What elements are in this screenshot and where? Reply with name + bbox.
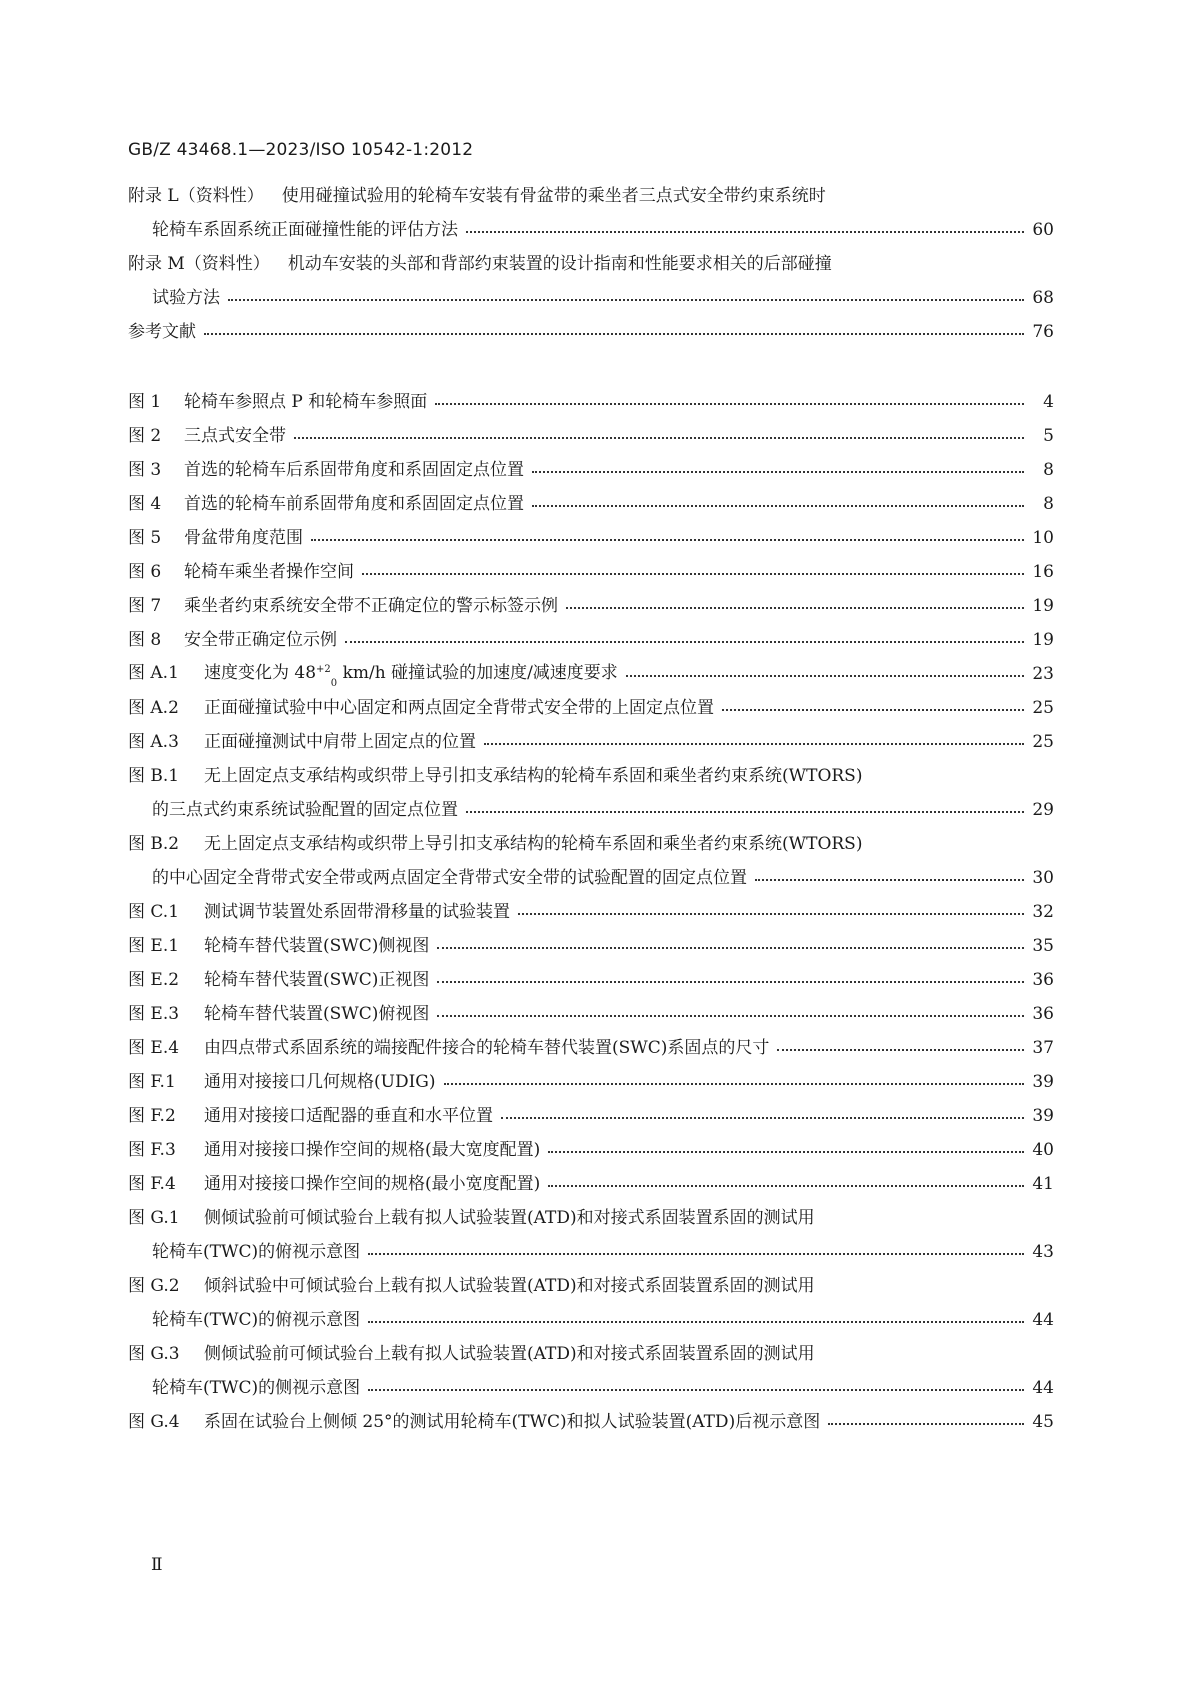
toc-entry-annex-m-cont[interactable] — [128, 278, 1054, 308]
page-number: 25 — [1032, 698, 1054, 718]
leader-dots — [228, 299, 1024, 301]
annex-title-cont: 轮椅车系固系统正面碰撞性能的评估方法 — [152, 220, 458, 240]
figure-title: 通用对接接口适配器的垂直和水平位置 — [204, 1106, 493, 1126]
figure-title-part: km/h 碰撞试验的加速度/减速度要求 — [337, 663, 618, 683]
toc-figure-entry[interactable] — [128, 552, 1054, 582]
leader-dots — [501, 1117, 1024, 1119]
figure-title: 系固在试验台上侧倾 25°的测试用轮椅车(TWC)和拟人试验装置(ATD)后视示意图 — [204, 1412, 821, 1432]
toc-figure-entry-cont[interactable] — [128, 790, 1054, 820]
page-number: 44 — [1032, 1378, 1054, 1398]
page-number: 35 — [1032, 936, 1054, 956]
figure-number: 图 F.2 — [128, 1106, 176, 1126]
leader-dots — [294, 437, 1024, 439]
figure-number: 图 E.2 — [128, 970, 180, 990]
figure-title: 侧倾试验前可倾试验台上载有拟人试验装置(ATD)和对接式系固装置系固的测试用 — [204, 1208, 815, 1228]
page-number: 30 — [1032, 868, 1054, 888]
leader-dots — [444, 1083, 1024, 1085]
figure-title: 无上固定点支承结构或织带上导引扣支承结构的轮椅车系固和乘坐者约束系统(WTORS) — [204, 834, 863, 854]
figure-number: 图 A.3 — [128, 732, 179, 752]
figure-number: 图 5 — [128, 528, 162, 548]
toc-figure-entry[interactable] — [128, 416, 1054, 446]
figure-title: 测试调节装置处系固带滑移量的试验装置 — [204, 902, 510, 922]
toc-figure-entry[interactable] — [128, 1130, 1054, 1160]
figure-number: 图 1 — [128, 392, 162, 412]
figure-title: 首选的轮椅车后系固带角度和系固固定点位置 — [184, 460, 524, 480]
figure-number: 图 E.4 — [128, 1038, 180, 1058]
leader-dots — [518, 913, 1024, 915]
toc-figure-entry[interactable] — [128, 994, 1054, 1024]
leader-dots — [204, 333, 1024, 335]
figure-number: 图 3 — [128, 460, 162, 480]
annex-label: 附录 M（资料性） — [128, 254, 270, 274]
toc-figure-entry[interactable] — [128, 484, 1054, 514]
references-label: 参考文献 — [128, 322, 196, 342]
leader-dots — [626, 675, 1024, 677]
page-number: 43 — [1032, 1242, 1054, 1262]
leader-dots — [368, 1253, 1024, 1255]
figure-number: 图 G.3 — [128, 1344, 180, 1364]
leader-dots — [532, 505, 1024, 507]
figure-title-cont: 轮椅车(TWC)的俯视示意图 — [152, 1310, 361, 1330]
leader-dots — [368, 1389, 1024, 1391]
toc-entry-annex-l-cont[interactable] — [128, 210, 1054, 240]
figure-title: 轮椅车乘坐者操作空间 — [184, 562, 354, 582]
annex-title: 使用碰撞试验用的轮椅车安装有骨盆带的乘坐者三点式安全带约束系统时 — [281, 186, 826, 206]
toc-figure-entry-cont[interactable] — [128, 1300, 1054, 1330]
leader-dots — [437, 981, 1024, 983]
figure-title-cont: 轮椅车(TWC)的俯视示意图 — [152, 1242, 361, 1262]
toc-figure-entry-cont[interactable] — [128, 1232, 1054, 1262]
figure-number: 图 C.1 — [128, 902, 180, 922]
toc-figure-entry[interactable] — [128, 960, 1054, 990]
toc-figure-entry[interactable] — [128, 892, 1054, 922]
page-number: 44 — [1032, 1310, 1054, 1330]
leader-dots — [466, 811, 1024, 813]
page-number: 32 — [1032, 902, 1054, 922]
toc-figure-entry[interactable] — [128, 382, 1054, 412]
page-folio: Ⅱ — [151, 1555, 163, 1575]
page-number: 45 — [1032, 1412, 1054, 1432]
figure-number: 图 6 — [128, 562, 162, 582]
toc-figure-entry[interactable] — [128, 586, 1054, 616]
page-number: 8 — [1043, 494, 1054, 514]
figure-number: 图 G.1 — [128, 1208, 180, 1228]
figure-title: 正面碰撞试验中中心固定和两点固定全背带式安全带的上固定点位置 — [204, 698, 714, 718]
figure-title: 通用对接接口操作空间的规格(最大宽度配置) — [204, 1140, 541, 1160]
toc-figure-entry[interactable] — [128, 1028, 1054, 1058]
page-number: 10 — [1032, 528, 1054, 548]
page-number: 76 — [1032, 322, 1054, 342]
toc-figure-entry[interactable] — [128, 1062, 1054, 1092]
figure-title: 轮椅车替代装置(SWC)俯视图 — [204, 1004, 430, 1024]
page-number: 29 — [1032, 800, 1054, 820]
toc-figure-entry[interactable] — [128, 620, 1054, 650]
figure-title: 无上固定点支承结构或织带上导引扣支承结构的轮椅车系固和乘坐者约束系统(WTORS) — [204, 766, 863, 786]
annex-title: 机动车安装的头部和背部约束装置的设计指南和性能要求相关的后部碰撞 — [287, 254, 832, 274]
figure-number: 图 2 — [128, 426, 162, 446]
page-number: 36 — [1032, 970, 1054, 990]
leader-dots — [777, 1049, 1024, 1051]
leader-dots — [566, 607, 1024, 609]
leader-dots — [368, 1321, 1024, 1323]
toc-figure-entry[interactable] — [128, 824, 1054, 854]
figure-number: 图 F.3 — [128, 1140, 176, 1160]
leader-dots — [722, 709, 1024, 711]
leader-dots — [345, 641, 1024, 643]
toc-figure-entry[interactable] — [128, 1402, 1054, 1432]
page-number: 37 — [1032, 1038, 1054, 1058]
page-number: 41 — [1032, 1174, 1054, 1194]
figure-number: 图 B.2 — [128, 834, 180, 854]
annex-title-cont: 试验方法 — [152, 288, 220, 308]
figure-title: 倾斜试验中可倾试验台上载有拟人试验装置(ATD)和对接式系固装置系固的测试用 — [204, 1276, 815, 1296]
toc-figure-entry[interactable] — [128, 1198, 1054, 1228]
page-number: 40 — [1032, 1140, 1054, 1160]
figure-title: 轮椅车参照点 P 和轮椅车参照面 — [184, 392, 428, 412]
leader-dots — [437, 1015, 1024, 1017]
page-number: 19 — [1032, 596, 1054, 616]
tolerance-upper: +2 — [316, 664, 331, 675]
figure-number: 图 F.4 — [128, 1174, 176, 1194]
toc-figure-entry[interactable] — [128, 654, 1054, 689]
figure-title: 骨盆带角度范围 — [184, 528, 303, 548]
leader-dots — [828, 1423, 1024, 1425]
standard-header: GB/Z 43468.1—2023/ISO 10542-1:2012 — [128, 140, 474, 160]
toc-figure-entry[interactable] — [128, 1334, 1054, 1364]
leader-dots — [548, 1185, 1024, 1187]
toc-figure-entry-cont[interactable] — [128, 858, 1054, 888]
figure-number: 图 A.1 — [128, 663, 179, 683]
leader-dots — [311, 539, 1024, 541]
page-number: 16 — [1032, 562, 1054, 582]
page-number: 39 — [1032, 1072, 1054, 1092]
leader-dots — [466, 231, 1024, 233]
figure-title-cont: 轮椅车(TWC)的侧视示意图 — [152, 1378, 361, 1398]
figure-number: 图 7 — [128, 596, 162, 616]
figure-title: 由四点带式系固系统的端接配件接合的轮椅车替代装置(SWC)系固点的尺寸 — [204, 1038, 770, 1058]
toc-figure-entry[interactable] — [128, 688, 1054, 718]
toc-entry-annex-m[interactable] — [128, 244, 1054, 274]
figure-number: 图 8 — [128, 630, 162, 650]
toc-figure-entry[interactable] — [128, 756, 1054, 786]
figure-number: 图 E.1 — [128, 936, 180, 956]
figure-number: 图 F.1 — [128, 1072, 176, 1092]
figure-title: 乘坐者约束系统安全带不正确定位的警示标签示例 — [184, 596, 558, 616]
toc-figure-entry[interactable] — [128, 1164, 1054, 1194]
figure-number: 图 G.4 — [128, 1412, 180, 1432]
toc-figure-entry[interactable] — [128, 926, 1054, 956]
page-number: 39 — [1032, 1106, 1054, 1126]
figure-title: 通用对接接口几何规格(UDIG) — [204, 1072, 436, 1092]
figure-title: 侧倾试验前可倾试验台上载有拟人试验装置(ATD)和对接式系固装置系固的测试用 — [204, 1344, 815, 1364]
page-number: 36 — [1032, 1004, 1054, 1024]
page-number: 23 — [1032, 664, 1054, 684]
leader-dots — [484, 743, 1024, 745]
figure-title: 安全带正确定位示例 — [184, 630, 337, 650]
figure-title: 通用对接接口操作空间的规格(最小宽度配置) — [204, 1174, 541, 1194]
figure-number: 图 A.2 — [128, 698, 179, 718]
page-number: 25 — [1032, 732, 1054, 752]
toc-figure-entry[interactable] — [128, 722, 1054, 752]
leader-dots — [755, 879, 1024, 881]
figure-title: 三点式安全带 — [184, 426, 286, 446]
annex-label: 附录 L（资料性） — [128, 186, 264, 206]
leader-dots — [435, 403, 1024, 405]
leader-dots — [362, 573, 1024, 575]
figure-title — [204, 663, 618, 689]
figure-number: 图 B.1 — [128, 766, 180, 786]
leader-dots — [437, 947, 1024, 949]
toc-figure-entry-cont[interactable] — [128, 1368, 1054, 1398]
figure-title-cont: 的三点式约束系统试验配置的固定点位置 — [152, 800, 458, 820]
toc-figure-entry[interactable] — [128, 1266, 1054, 1296]
tolerance-lower: 0 — [330, 678, 338, 689]
figure-title: 首选的轮椅车前系固带角度和系固固定点位置 — [184, 494, 524, 514]
figure-title: 轮椅车替代装置(SWC)正视图 — [204, 970, 430, 990]
page-number: 60 — [1032, 220, 1054, 240]
page-number: 4 — [1043, 392, 1054, 412]
page-number: 8 — [1043, 460, 1054, 480]
page-number: 68 — [1032, 288, 1054, 308]
toc-figure-entry[interactable] — [128, 518, 1054, 548]
toc-entry-references[interactable] — [128, 312, 1054, 342]
figure-number: 图 4 — [128, 494, 162, 514]
leader-dots — [532, 471, 1024, 473]
figure-title-part: 速度变化为 48 — [204, 663, 317, 683]
figure-title: 正面碰撞测试中肩带上固定点的位置 — [204, 732, 476, 752]
toc-figure-entry[interactable] — [128, 1096, 1054, 1126]
figure-title: 轮椅车替代装置(SWC)侧视图 — [204, 936, 430, 956]
toc-entry-annex-l[interactable] — [128, 176, 1054, 206]
leader-dots — [548, 1151, 1024, 1153]
figure-number: 图 E.3 — [128, 1004, 180, 1024]
figure-number: 图 G.2 — [128, 1276, 180, 1296]
page-number: 19 — [1032, 630, 1054, 650]
figure-title-cont: 的中心固定全背带式安全带或两点固定全背带式安全带的试验配置的固定点位置 — [152, 868, 747, 888]
page-number: 5 — [1043, 426, 1054, 446]
toc-figure-entry[interactable] — [128, 450, 1054, 480]
